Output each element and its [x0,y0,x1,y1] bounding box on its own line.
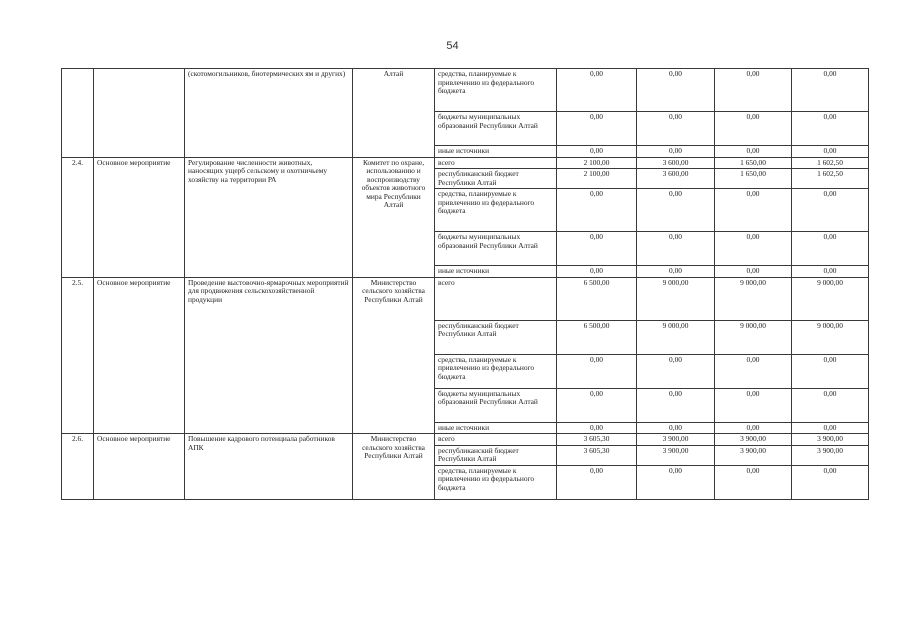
value-cell: 3 605,30 [557,434,637,446]
budget-table [61,68,869,500]
value-cell: 0,00 [557,232,637,266]
source-cell: республиканский бюджет Республики Алтай [435,169,557,189]
value-cell: 0,00 [715,232,792,266]
value-cell: 3 605,30 [557,445,637,465]
executor-cell: Комитет по охране, использованию и воспроизводству объектов животного мира Республики Алтай [353,157,435,277]
source-cell: бюджеты муниципальных образований Республики Алтай [435,232,557,266]
value-cell: 9 000,00 [715,277,792,320]
value-cell: 0,00 [637,146,715,158]
value-cell: 0,00 [557,146,637,158]
index-cell: 2.4. [62,157,94,277]
index-cell: 2.5. [62,277,94,434]
value-cell: 0,00 [637,266,715,278]
value-cell: 0,00 [792,69,869,112]
executor-cell: Министерство сельского хозяйства Республики Алтай [353,277,435,434]
value-cell: 0,00 [715,388,792,422]
value-cell: 0,00 [792,146,869,158]
source-cell: средства, планируемые к привлечению из федерального бюджета [435,465,557,499]
value-cell: 0,00 [792,388,869,422]
value-cell: 0,00 [557,266,637,278]
value-cell: 3 600,00 [637,169,715,189]
value-cell: 0,00 [792,232,869,266]
source-cell: иные источники [435,266,557,278]
source-cell: бюджеты муниципальных образований Республики Алтай [435,388,557,422]
value-cell: 0,00 [637,112,715,146]
source-cell: средства, планируемые к привлечению из федерального бюджета [435,354,557,388]
value-cell: 0,00 [637,189,715,232]
value-cell: 3 900,00 [792,434,869,446]
value-cell: 9 000,00 [792,277,869,320]
value-cell: 3 900,00 [715,445,792,465]
value-cell: 0,00 [792,422,869,434]
value-cell: 0,00 [637,354,715,388]
type-cell [94,69,185,158]
value-cell: 3 900,00 [637,445,715,465]
event-name-cell: (скотомогильников, биотермических ям и других) [185,69,353,158]
event-name-cell: Регулирование численности животных, наносящих ущерб сельскому и охотничьему хозяйству на территории РА [185,157,353,277]
value-cell: 0,00 [557,189,637,232]
source-cell: всего [435,277,557,320]
value-cell: 0,00 [637,232,715,266]
source-cell: республиканский бюджет Республики Алтай [435,445,557,465]
value-cell: 0,00 [557,388,637,422]
value-cell: 1 650,00 [715,169,792,189]
source-cell: иные источники [435,422,557,434]
type-cell: Основное мероприятие [94,157,185,277]
table-row [62,69,869,112]
value-cell: 0,00 [715,146,792,158]
value-cell: 0,00 [637,465,715,499]
type-cell: Основное мероприятие [94,277,185,434]
value-cell: 0,00 [792,112,869,146]
value-cell: 0,00 [557,465,637,499]
value-cell: 2 100,00 [557,169,637,189]
value-cell: 0,00 [715,354,792,388]
value-cell: 0,00 [792,354,869,388]
value-cell: 9 000,00 [637,320,715,354]
value-cell: 0,00 [715,112,792,146]
value-cell: 2 100,00 [557,157,637,169]
value-cell: 6 500,00 [557,320,637,354]
value-cell: 1 602,50 [792,157,869,169]
value-cell: 0,00 [792,189,869,232]
event-name-cell: Проведение выстовочно-ярмарочных мероприятий для продвижения сельскохозяйственной продукции [185,277,353,434]
value-cell: 6 500,00 [557,277,637,320]
value-cell: 1 650,00 [715,157,792,169]
source-cell: средства, планируемые к привлечению из федерального бюджета [435,189,557,232]
value-cell: 0,00 [637,422,715,434]
value-cell: 0,00 [557,422,637,434]
source-cell: бюджеты муниципальных образований Республики Алтай [435,112,557,146]
value-cell: 0,00 [557,69,637,112]
table-row [62,434,869,446]
index-cell: 2.6. [62,434,94,500]
table-row [62,157,869,169]
value-cell: 9 000,00 [792,320,869,354]
source-cell: республиканский бюджет Республики Алтай [435,320,557,354]
value-cell: 0,00 [792,266,869,278]
value-cell: 9 000,00 [715,320,792,354]
source-cell: всего [435,434,557,446]
value-cell: 0,00 [637,69,715,112]
value-cell: 1 602,50 [792,169,869,189]
executor-cell: Министерство сельского хозяйства Республики Алтай [353,434,435,500]
value-cell: 0,00 [792,465,869,499]
source-cell: всего [435,157,557,169]
value-cell: 0,00 [637,388,715,422]
type-cell: Основное мероприятие [94,434,185,500]
value-cell: 0,00 [715,422,792,434]
value-cell: 0,00 [715,69,792,112]
value-cell: 0,00 [715,266,792,278]
value-cell: 0,00 [715,189,792,232]
event-name-cell: Повышение кадрового потенциала работников АПК [185,434,353,500]
value-cell: 3 900,00 [792,445,869,465]
value-cell: 3 900,00 [715,434,792,446]
value-cell: 0,00 [557,354,637,388]
page-number: 54 [446,40,459,52]
source-cell: средства, планируемые к привлечению из федерального бюджета [435,69,557,112]
value-cell: 0,00 [715,465,792,499]
value-cell: 3 900,00 [637,434,715,446]
executor-cell: Алтай [353,69,435,158]
source-cell: иные источники [435,146,557,158]
value-cell: 9 000,00 [637,277,715,320]
value-cell: 3 600,00 [637,157,715,169]
value-cell: 0,00 [557,112,637,146]
index-cell [62,69,94,158]
table-row [62,277,869,320]
